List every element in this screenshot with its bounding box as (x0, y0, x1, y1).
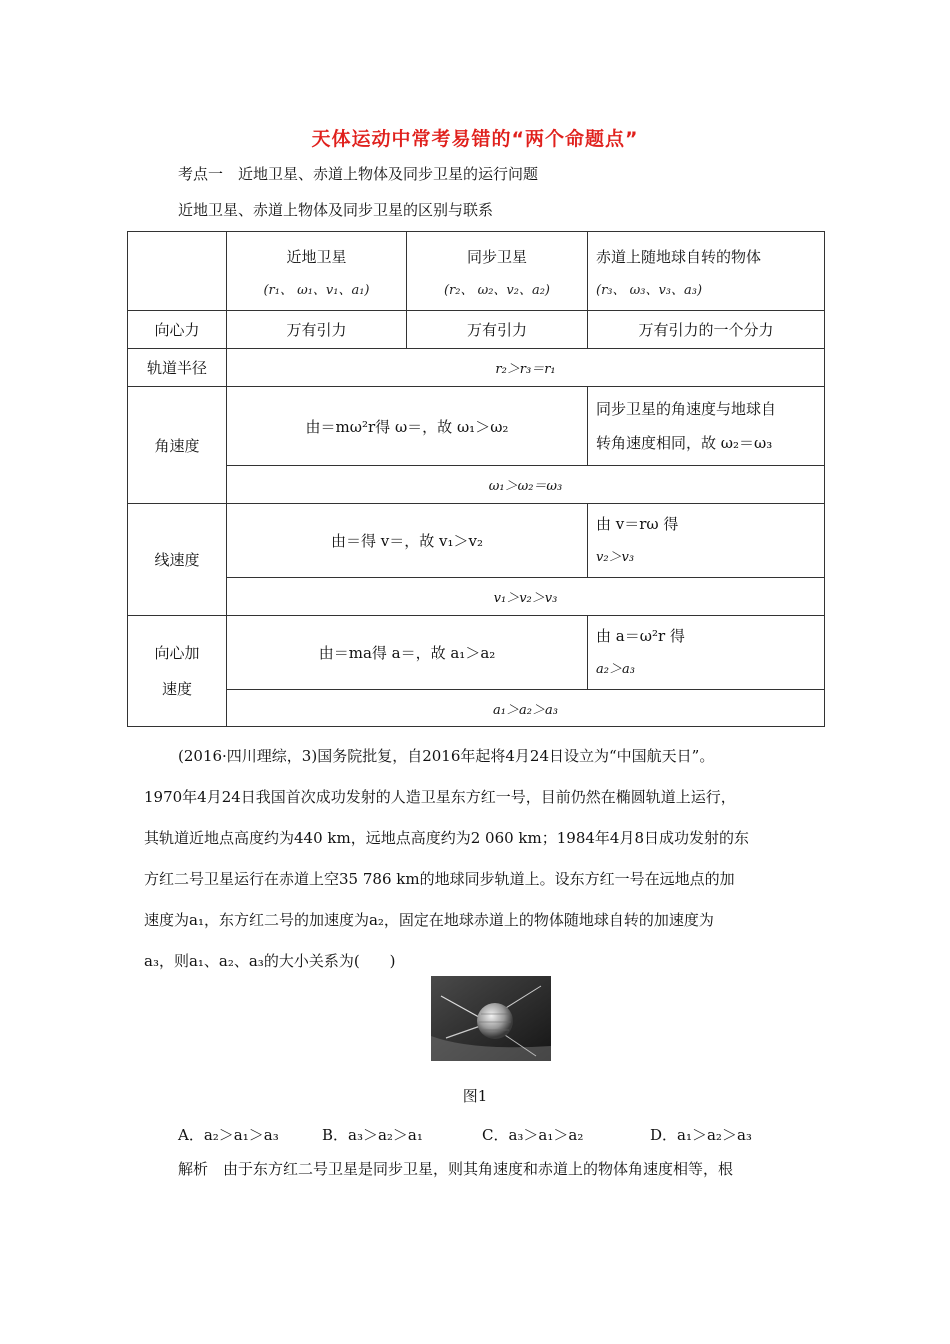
table-row-radius (128, 349, 825, 387)
question-line: (2016·四川理综，3)国务院批复，自2016年起将4月24日设立为“中国航天日”。 (178, 747, 715, 765)
header-sub: (r₃、 ω₃、v₃、a₃) (596, 283, 703, 298)
row-label: 向心力 (128, 311, 227, 349)
header-synchronous (407, 232, 588, 311)
table-caption: 近地卫星、赤道上物体及同步卫星的区别与联系 (178, 201, 494, 219)
question-line: 1970年4月24日我国首次成功发射的人造卫星东方红一号，目前仍然在椭圆轨道上运行， (144, 788, 736, 806)
table-cell: 万有引力的一个分力 (588, 311, 825, 349)
question-line: 速度为a₁，东方红二号的加速度为a₂，固定在地球赤道上的物体随地球自转的加速度为 (144, 911, 714, 929)
table-cell: a₁＞a₂＞a₃ (227, 690, 825, 727)
option-c: C．a₃＞a₁＞a₂ (482, 1126, 584, 1144)
comparison-table (127, 231, 825, 727)
cell-line: 同步卫星的角速度与地球自 (596, 400, 777, 418)
table-row-omega (128, 387, 825, 466)
option-d: D．a₁＞a₂＞a₃ (650, 1126, 752, 1144)
cell-line: 转角速度相同，故 ω₂＝ω₃ (596, 434, 773, 452)
table-cell: 万有引力 (227, 311, 407, 349)
table-row-velocity (128, 504, 825, 578)
cell-line: 由 v＝rω 得 (596, 514, 679, 533)
explanation-text: 解析 由于东方红二号卫星是同步卫星，则其角速度和赤道上的物体角速度相等，根 (178, 1160, 734, 1178)
cell-line: 由 a＝ω²r 得 (596, 626, 685, 645)
header-near-earth (227, 232, 407, 311)
cell-line: v₂＞v₃ (596, 549, 635, 565)
option-b: B．a₃＞a₂＞a₁ (322, 1126, 423, 1144)
question-text (144, 736, 824, 982)
header-name: 赤道上随地球自转的物体 (596, 248, 762, 266)
header-equator-object (588, 232, 825, 311)
row-label-line: 向心加 (154, 644, 200, 662)
question-line: 方红二号卫星运行在赤道上空35 786 km的地球同步轨道上。设东方红一号在远地点的加 (144, 870, 735, 888)
document-title: 天体运动中常考易错的“两个命题点” (311, 128, 639, 150)
table-cell: 万有引力 (407, 311, 588, 349)
table-cell (588, 504, 825, 578)
table-row-accel-summary (128, 690, 825, 727)
table-cell: ω₁＞ω₂＝ω₃ (227, 466, 825, 504)
header-sub: (r₂、 ω₂、v₂、a₂) (443, 283, 551, 298)
table-row-force (128, 311, 825, 349)
figure-caption: 图1 (462, 1087, 488, 1105)
table-header-row (128, 232, 825, 311)
satellite-icon (431, 976, 551, 1061)
row-label: 角速度 (128, 387, 227, 504)
option-a: A．a₂＞a₁＞a₃ (178, 1126, 279, 1144)
row-label (128, 616, 227, 727)
row-label: 线速度 (128, 504, 227, 616)
header-empty-cell (128, 232, 227, 311)
section-heading: 考点一 近地卫星、赤道上物体及同步卫星的运行问题 (178, 165, 539, 183)
header-name: 近地卫星 (286, 248, 347, 266)
row-label: 轨道半径 (128, 349, 227, 387)
table-cell: r₂＞r₃＝r₁ (227, 349, 825, 387)
table-cell (588, 387, 825, 466)
table-row-accel (128, 616, 825, 690)
table-cell: 由＝ma得 a＝，故 a₁＞a₂ (227, 616, 588, 690)
table-row-omega-summary (128, 466, 825, 504)
cell-line: a₂＞a₃ (596, 661, 635, 677)
question-line: 其轨道近地点高度约为440 km，远地点高度约为2 060 km；1984年4月8日成功发射的东 (144, 829, 749, 847)
satellite-photo (431, 976, 551, 1061)
question-line: a₃，则a₁、a₂、a₃的大小关系为( ) (144, 952, 396, 970)
header-sub: (r₁、 ω₁、v₁、a₁) (263, 283, 370, 298)
table-cell (588, 616, 825, 690)
table-row-velocity-summary (128, 578, 825, 616)
table-cell: 由＝得 v＝，故 v₁＞v₂ (227, 504, 588, 578)
header-name: 同步卫星 (466, 248, 527, 266)
table-cell: 由＝mω²r得 ω＝，故 ω₁＞ω₂ (227, 387, 588, 466)
row-label-line: 速度 (161, 680, 192, 698)
table-cell: v₁＞v₂＞v₃ (227, 578, 825, 616)
